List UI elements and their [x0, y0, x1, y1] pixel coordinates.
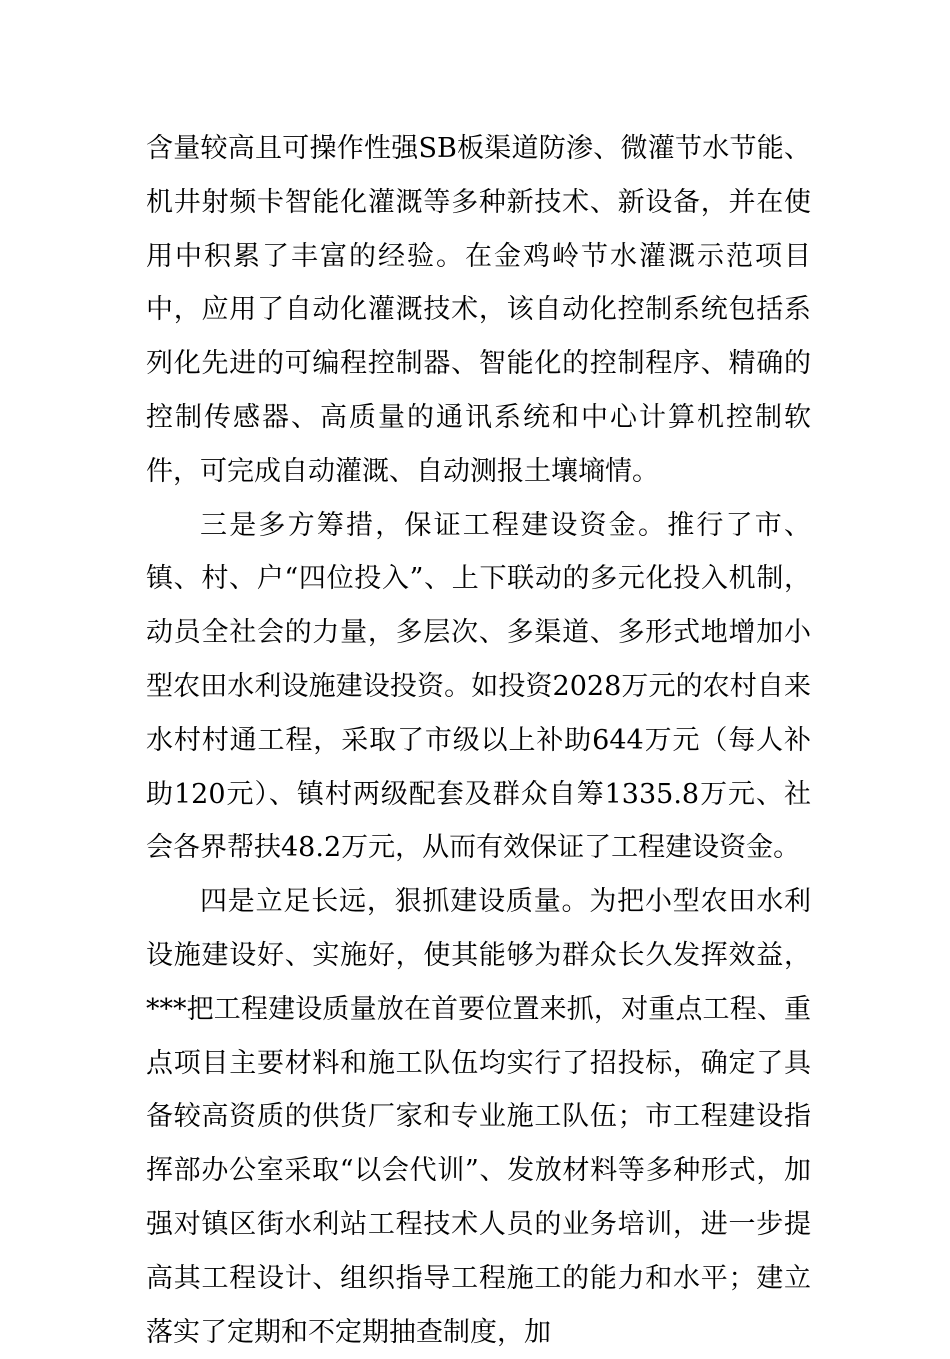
- paragraph-continuation: 含量较高且可操作性强SB板渠道防渗、微灌节水节能、机井射频卡智能化灌溉等多种新技术、新设备，并在使用中积累了丰富的经验。在金鸡岭节水灌溉示范项目中，应用了自动化灌溉技术，该自动化控制系统包括系列化先进的可编程控制器、智能化的控制程序、精确的控制传感器、高质量的通讯系统和中心计算机控制软件，可完成自动灌溉、自动测报土壤墒情。: [146, 133, 811, 487]
- document-body: [146, 122, 811, 1359]
- paragraph-quality: 四是立足长远，狠抓建设质量。为把小型农田水利设施建设好、实施好，使其能够为群众长久发挥效益，***把工程建设质量放在首要位置来抓，对重点工程、重点项目主要材料和施工队伍均实行了招投标，确定了具备较高资质的供货厂家和专业施工队伍；市工程建设指挥部办公室采取“以会代训”、发放材料等多种形式，加强对镇区街水利站工程技术人员的业务培训，进一步提高其工程设计、组织指导工程施工的能力和水平；建立落实了定期和不定期抽查制度，加: [146, 886, 811, 1348]
- paragraph-funding: 三是多方筹措，保证工程建设资金。推行了市、镇、村、户“四位投入”、上下联动的多元化投入机制，动员全社会的力量，多层次、多渠道、多形式地增加小型农田水利设施建设投资。如投资2028万元的农村自来水村村通工程，采取了市级以上补助644万元（每人补助120元）、镇村两级配套及群众自筹1335.8万元、社会各界帮扶48.2万元，从而有效保证了工程建设资金。: [146, 509, 811, 864]
